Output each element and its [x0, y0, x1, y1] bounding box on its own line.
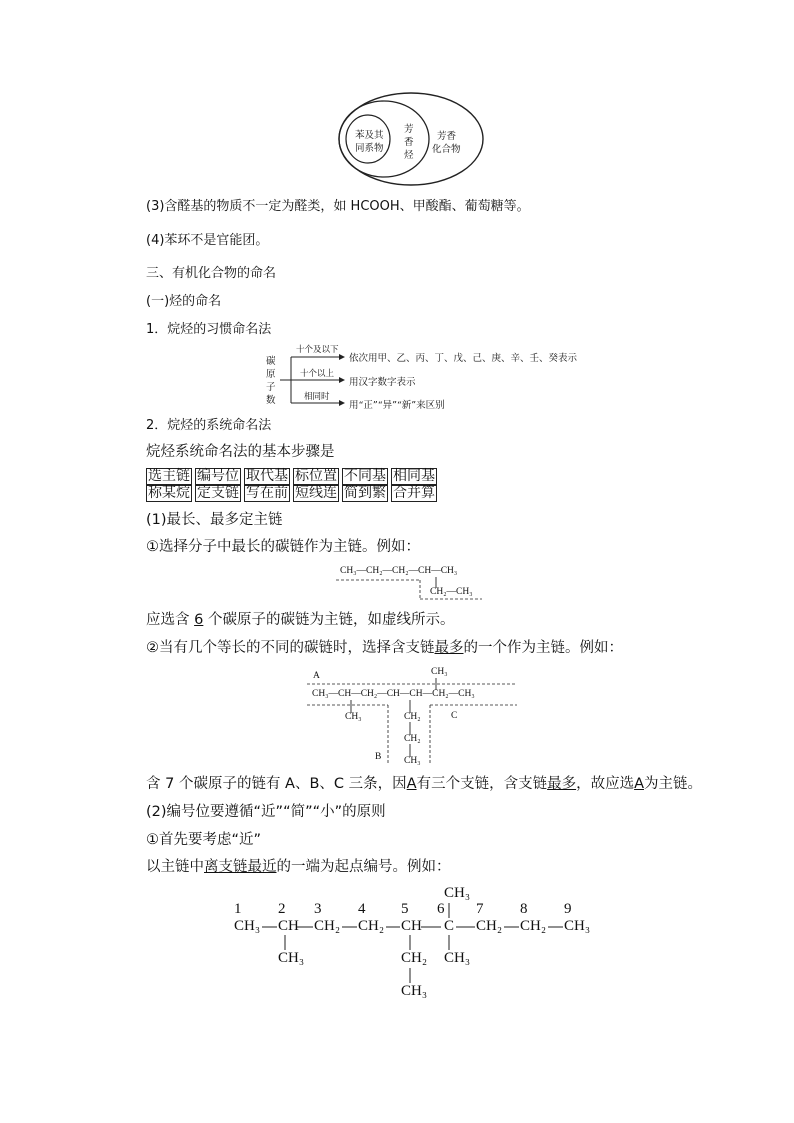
mol3-num-7: 7 [476, 901, 484, 917]
rule-1: (1)最长、最多定主链 [146, 512, 283, 528]
mol1-branch: CH₂—CH₃ [430, 587, 473, 597]
mol3-atom-2: CH [278, 918, 299, 934]
note-prefix: 应选含 [146, 612, 190, 628]
step-box: 相同基 [393, 468, 435, 484]
carbon-label-3: 子 [266, 382, 276, 393]
mol3-methyl-c6: CH₃ [444, 950, 471, 966]
mol2-chain-3: CH₃ [404, 756, 421, 766]
note-part-b: 有三个支链，含支链 [416, 776, 548, 792]
carbon-label-2: 原 [266, 369, 276, 380]
mol3-num-3: 3 [314, 901, 322, 917]
step-box: 标位置 [295, 468, 337, 484]
mol3-atom-1: CH₃ [234, 918, 261, 934]
mol3-methyl-c2: CH₃ [278, 950, 305, 966]
venn-middle-label-2: 香 [404, 137, 414, 148]
mol3-atom-5: CH [401, 918, 422, 934]
mol2-chain-1: CH₂ [404, 712, 421, 722]
branch-1-text: 依次用甲、乙、丙、丁、戊、己、庚、辛、壬、癸表示 [349, 353, 578, 364]
branch-2-label: 十个以上 [300, 369, 335, 379]
branch-3-label: 相同时 [304, 392, 330, 402]
step-box: 简到繁 [344, 485, 386, 501]
section-3-heading: 三、有机化合物的命名 [146, 266, 277, 281]
mol3-atom-7: CH₂ [476, 918, 503, 934]
note-underline: 离支链最近 [204, 859, 277, 875]
rule-1b-underline: 最多 [434, 640, 464, 656]
note-part-a: 含 7 个碳原子的链有 A、B、C 三条，因 [146, 776, 407, 792]
step-box: 定支链 [197, 485, 239, 501]
note-part-d: 为主链。 [644, 776, 702, 792]
note-underline-2: 最多 [547, 776, 577, 792]
branch-3-text: 用“正”“异”“新”来区别 [349, 400, 445, 411]
mol3-num-6: 6 [437, 901, 445, 917]
mol2-main-chain: CH₃—CH—CH₂—CH—CH—CH₂—CH₃ [312, 689, 475, 699]
step-box: 不同基 [344, 468, 386, 484]
venn-middle-label-1: 芳 [404, 124, 414, 135]
mol3-ethyl-ch3: CH₃ [401, 983, 428, 999]
mol3-atom-9: CH₃ [564, 918, 591, 934]
step-box: 合并算 [393, 485, 435, 501]
mol3-num-5: 5 [401, 901, 409, 917]
mol2-label-c: C [451, 711, 458, 721]
rule-1a: ①选择分子中最长的碳链作为主链。例如： [146, 539, 420, 555]
mol3-ethyl-ch2: CH₂ [401, 950, 428, 966]
mol3-atom-3: CH₂ [314, 918, 341, 934]
mol3-num-8: 8 [520, 901, 528, 917]
note-part-c: ，故应选 [576, 776, 635, 792]
note-underline-3: A [634, 776, 644, 792]
rule-2: (2)编号位要遵循“近”“简”“小”的原则 [146, 804, 386, 820]
step-box: 短线连 [295, 485, 337, 501]
rule-2a: ①首先要考虑“近” [146, 832, 262, 848]
step-box: 称某烷 [148, 485, 190, 501]
branch-1-label: 十个及以下 [296, 345, 339, 355]
mol3-num-9: 9 [564, 901, 572, 917]
step-box: 编号位 [197, 468, 239, 484]
note-prefix: 以主链中 [146, 859, 204, 875]
venn-inner-label-2: 同系物 [355, 143, 384, 154]
note-suffix: 个碳原子的碳链为主链，如虚线所示。 [207, 612, 455, 628]
venn-outer-label-2: 化合物 [432, 144, 461, 155]
branch-2-text: 用汉字数字表示 [349, 377, 416, 388]
mol2-label-b: B [375, 752, 382, 762]
carbon-label-1: 碳 [266, 356, 276, 367]
steps-intro: 烷烃系统命名法的基本步骤是 [146, 444, 335, 460]
rule-1b-suffix: 的一个作为主链。例如： [463, 640, 623, 656]
mol2-chain-2: CH₂ [404, 734, 421, 744]
mol3-atom-4: CH₂ [358, 918, 385, 934]
mol3-num-2: 2 [278, 901, 286, 917]
mol2-sub-methyl: CH₃ [345, 712, 362, 722]
mol2-label-a: A [313, 671, 320, 681]
heading-2: 2．烷烃的系统命名法 [146, 418, 272, 433]
rule-1b-text: ②当有几个等长的不同的碳链时，选择含支链 [146, 640, 435, 656]
para-3: (3)含醛基的物质不一定为醛类，如 HCOOH、甲酸酯、葡萄糖等。 [146, 199, 530, 214]
venn-outer-label-1: 芳香 [437, 131, 457, 142]
mol3-num-1: 1 [234, 901, 242, 917]
mol3-atom-8: CH₂ [520, 918, 547, 934]
step-box: 写在前 [246, 485, 288, 501]
heading-1: 1．烷烃的习惯命名法 [146, 322, 272, 337]
mol2-top-methyl: CH₃ [431, 667, 448, 677]
note-number: 6 [194, 612, 204, 628]
step-box: 选主链 [148, 468, 190, 484]
venn-inner-label-1: 苯及其 [355, 130, 384, 141]
note-suffix: 的一端为起点编号。例如： [276, 859, 451, 875]
note-underline-1: A [406, 776, 417, 792]
mol3-top-methyl: CH₃ [444, 885, 471, 901]
venn-middle-label-3: 烃 [404, 150, 414, 161]
subsection-1-heading: (一)烃的命名 [146, 294, 222, 309]
mol3-num-4: 4 [358, 901, 366, 917]
step-box: 取代基 [246, 468, 288, 484]
mol1-main-chain: CH₃—CH₂—CH₂—CH—CH₃ [340, 566, 458, 576]
carbon-label-4: 数 [266, 395, 276, 406]
mol3-atom-6: C [444, 918, 455, 934]
para-4: (4)苯环不是官能团。 [146, 233, 269, 248]
